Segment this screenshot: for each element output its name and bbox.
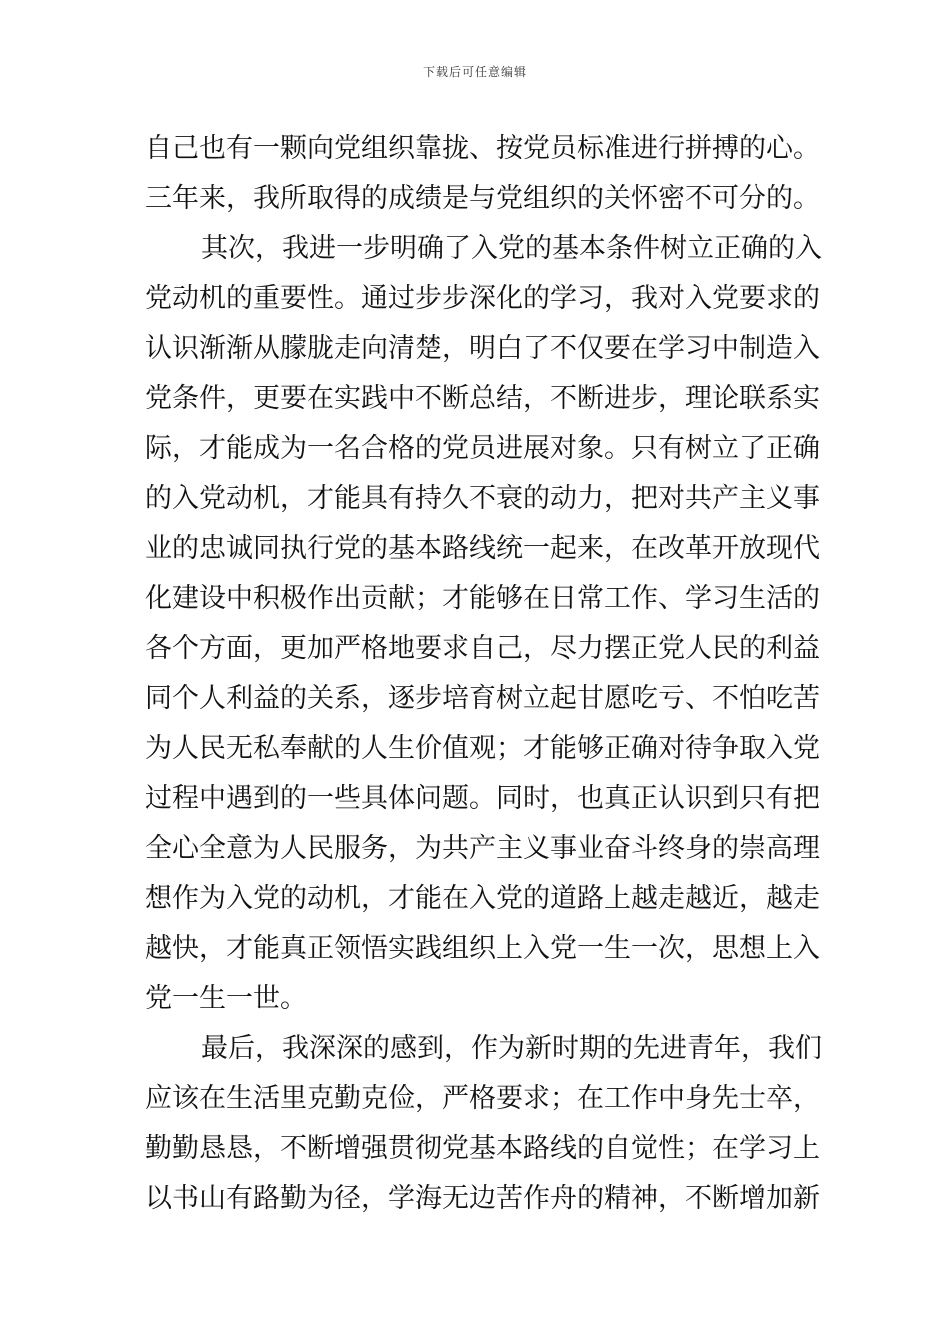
text-line: 党一生一世。 (145, 983, 307, 1014)
text-line: 自己也有一颗向党组织靠拢、按党员标准进行拼搏的心。 (145, 133, 820, 164)
paragraph-2 (145, 224, 822, 1024)
text-line: 同个人利益的关系，逐步培育树立起甘愿吃亏、不怕吃苦 (145, 683, 820, 714)
text-line: 越快，才能真正领悟实践组织上入党一生一次，思想上入 (145, 933, 820, 964)
text-line: 为人民无私奉献的人生价值观；才能够正确对待争取入党 (145, 733, 820, 764)
text-line: 以书山有路勤为径，学海无边苦作舟的精神，不断增加新 (145, 1183, 820, 1214)
text-line: 党动机的重要性。通过步步深化的学习，我对入党要求的 (145, 283, 820, 314)
text-line: 际，才能成为一名合格的党员进展对象。只有树立了正确 (145, 433, 820, 464)
text-line: 业的忠诚同执行党的基本路线统一起来，在改革开放现代 (145, 533, 820, 564)
text-line: 化建设中积极作出贡献；才能够在日常工作、学习生活的 (145, 583, 820, 614)
text-line: 想作为入党的动机，才能在入党的道路上越走越近，越走 (145, 883, 820, 914)
text-line: 各个方面，更加严格地要求自己，尽力摆正党人民的利益 (145, 633, 820, 664)
text-line: 的入党动机，才能具有持久不衰的动力，把对共产主义事 (145, 483, 820, 514)
document-body (145, 124, 822, 1224)
text-line: 党条件，更要在实践中不断总结，不断进步，理论联系实 (145, 383, 820, 414)
text-line: 过程中遇到的一些具体问题。同时，也真正认识到只有把 (145, 783, 820, 814)
text-line: 最后，我深深的感到，作为新时期的先进青年，我们 (201, 1033, 822, 1064)
paragraph-1 (145, 124, 820, 224)
text-line: 三年来，我所取得的成绩是与党组织的关怀密不可分的。 (145, 183, 820, 214)
page-header: 下载后可任意编辑 (422, 65, 527, 79)
text-line: 勤勤恳恳，不断增强贯彻党基本路线的自觉性；在学习上 (145, 1133, 820, 1164)
text-line: 全心全意为人民服务，为共产主义事业奋斗终身的崇高理 (145, 833, 820, 864)
paragraph-3 (145, 1024, 822, 1224)
text-line: 应该在生活里克勤克俭，严格要求；在工作中身先士卒， (145, 1083, 820, 1114)
text-line: 认识渐渐从朦胧走向清楚，明白了不仅要在学习中制造入 (145, 333, 820, 364)
text-line: 其次，我进一步明确了入党的基本条件树立正确的入 (201, 233, 822, 264)
